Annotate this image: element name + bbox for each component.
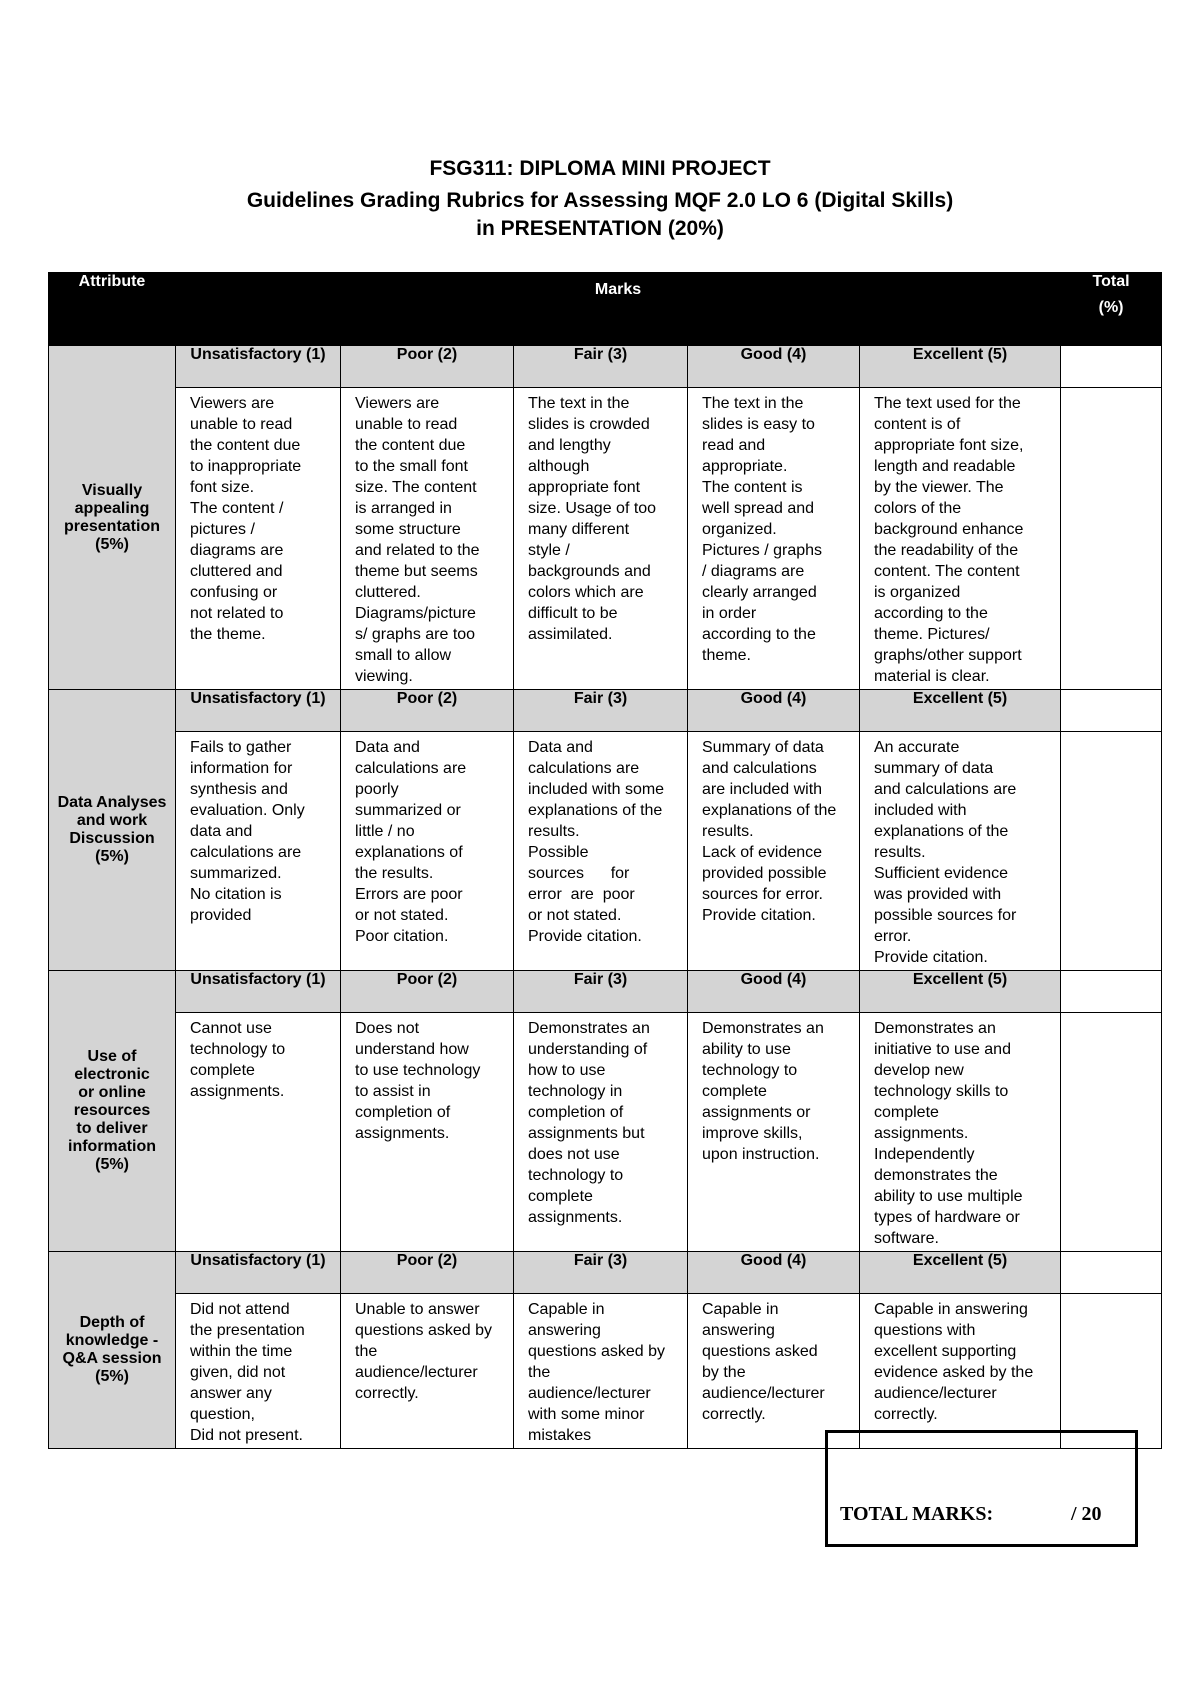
criteria-text-line: synthesis and: [190, 781, 288, 798]
criteria-description: [176, 1294, 341, 1449]
criteria-text-line: or not stated.: [355, 907, 449, 924]
criteria-description: [514, 1013, 688, 1252]
attribute-text-line: information: [68, 1138, 156, 1155]
level-label: Poor (2): [341, 971, 514, 1013]
criteria-text-line: read and: [702, 437, 766, 454]
criteria-text-line: the: [355, 1343, 378, 1360]
criteria-text-line: assimilated.: [528, 626, 613, 643]
criteria-text-line: No citation is: [190, 886, 282, 903]
criteria-text-line: content. The content: [874, 563, 1020, 580]
criteria-text-line: pictures /: [190, 521, 255, 538]
criteria-description: [514, 732, 688, 971]
attribute-text-line: Use of: [87, 1048, 137, 1065]
criteria-text-line: and calculations are: [874, 781, 1017, 798]
criteria-text-line: improve skills,: [702, 1125, 803, 1142]
criteria-text-line: although: [528, 458, 590, 475]
criteria-text-line: complete: [874, 1104, 939, 1121]
attribute-text-line: Visually: [81, 481, 143, 499]
criteria-text-line: technology skills to: [874, 1083, 1009, 1100]
criteria-text-line: provided: [190, 907, 252, 924]
criteria-text-line: evaluation. Only: [190, 802, 305, 819]
total-score-input-cell[interactable]: [1061, 1013, 1162, 1252]
criteria-text-line: size. The content: [355, 479, 477, 496]
criteria-text-line: Provide citation.: [702, 907, 816, 924]
criteria-description: [341, 732, 514, 971]
level-label: Poor (2): [341, 346, 514, 388]
criteria-description: [341, 388, 514, 690]
criteria-text-line: complete: [702, 1083, 767, 1100]
criteria-text-line: assignments.: [528, 1209, 623, 1226]
criteria-text-line: theme. Pictures/: [874, 626, 990, 643]
criteria-text-line: is arranged in: [355, 500, 452, 517]
criteria-text-line: answer any: [190, 1385, 272, 1402]
criteria-description: [514, 388, 688, 690]
level-label: Poor (2): [341, 690, 514, 732]
header-attribute: Attribute: [49, 273, 176, 346]
criteria-text-line: many different: [528, 521, 630, 538]
total-marks-label: TOTAL MARKS:: [840, 1503, 994, 1525]
criteria-text-line: length and readable: [874, 458, 1016, 475]
criteria-text-line: slides is easy to: [702, 416, 815, 433]
level-label: Excellent (5): [860, 346, 1061, 388]
criteria-text-line: The text in the: [528, 395, 630, 412]
criteria-text-line: does not use: [528, 1146, 620, 1163]
criteria-text-line: appropriate font size,: [874, 437, 1024, 454]
criteria-text-line: initiative to use and: [874, 1041, 1011, 1058]
criteria-text-line: not related to: [190, 605, 284, 622]
criteria-text-line: the: [528, 1364, 551, 1381]
criteria-text-line: font size.: [190, 479, 255, 496]
criteria-description: [860, 1013, 1061, 1252]
criteria-text-line: Diagrams/picture: [355, 605, 476, 622]
criteria-text-line: answering: [528, 1322, 601, 1339]
criteria-text-line: mistakes: [528, 1427, 592, 1444]
criteria-text-line: material is clear.: [874, 668, 990, 685]
criteria-text-line: some structure: [355, 521, 461, 538]
header-marks: Marks: [176, 273, 1061, 346]
criteria-text-line: the content due: [355, 437, 466, 454]
level-label: Good (4): [688, 346, 860, 388]
criteria-text-line: Lack of evidence: [702, 844, 823, 861]
criteria-text-line: Capable in: [528, 1301, 605, 1318]
criteria-text-line: by the viewer. The: [874, 479, 1004, 496]
criteria-text-line: to assist in: [355, 1083, 431, 1100]
criteria-text-line: question,: [190, 1406, 255, 1423]
criteria-text-line: to inappropriate: [190, 458, 302, 475]
criteria-text-line: An accurate: [874, 739, 960, 756]
criteria-text-line: calculations are: [355, 760, 467, 777]
criteria-description: [341, 1294, 514, 1449]
criteria-text-line: ability to use: [702, 1041, 791, 1058]
total-score-input-cell[interactable]: [1061, 732, 1162, 971]
attribute-text-line: to deliver: [76, 1120, 148, 1137]
header-total: [1061, 273, 1162, 346]
criteria-text-line: error are poor: [528, 886, 635, 903]
criteria-text-line: explanations of the: [874, 823, 1009, 840]
criteria-text-line: assignments.: [355, 1125, 450, 1142]
criteria-text-line: Data and: [528, 739, 593, 756]
criteria-text-line: to the small font: [355, 458, 468, 475]
criteria-text-line: Did not attend: [190, 1301, 290, 1318]
criteria-text-line: appropriate font: [528, 479, 641, 496]
criteria-description: [688, 1013, 860, 1252]
level-label: Good (4): [688, 971, 860, 1013]
criteria-text-line: in order: [702, 605, 757, 622]
criteria-text-line: information for: [190, 760, 293, 777]
criteria-text-line: summary of data: [874, 760, 994, 777]
criteria-text-line: evidence asked by the: [874, 1364, 1034, 1381]
criteria-text-line: upon instruction.: [702, 1146, 820, 1163]
level-label: Excellent (5): [860, 971, 1061, 1013]
criteria-text-line: Errors are poor: [355, 886, 463, 903]
total-score-cell[interactable]: [1061, 971, 1162, 1013]
criteria-text-line: calculations are: [528, 760, 640, 777]
criteria-text-line: The content /: [190, 500, 284, 517]
criteria-text-line: Viewers are: [190, 395, 275, 412]
criteria-text-line: content is of: [874, 416, 961, 433]
criteria-description: [860, 1294, 1061, 1449]
criteria-text-line: / diagrams are: [702, 563, 805, 580]
criteria-text-line: diagrams are: [190, 542, 284, 559]
criteria-text-line: assignments.: [190, 1083, 285, 1100]
attribute-text-line: Q&A session: [62, 1350, 162, 1367]
criteria-text-line: with some minor: [528, 1406, 645, 1423]
criteria-text-line: difficult to be: [528, 605, 618, 622]
criteria-text-line: summarized.: [190, 865, 282, 882]
criteria-text-line: little / no: [355, 823, 415, 840]
document-title: FSG311: DIPLOMA MINI PROJECT: [429, 157, 771, 180]
criteria-text-line: Possible: [528, 844, 589, 861]
description-row: [49, 1294, 1162, 1449]
attribute-text-line: (5%): [95, 1156, 129, 1173]
attribute-text-line: or online: [78, 1084, 146, 1101]
criteria-text-line: ability to use multiple: [874, 1188, 1023, 1205]
criteria-text-line: sources for: [528, 865, 630, 882]
criteria-text-line: how to use: [528, 1062, 606, 1079]
criteria-text-line: The text in the: [702, 395, 804, 412]
attribute-cell: [49, 346, 176, 690]
criteria-text-line: assignments or: [702, 1104, 811, 1121]
criteria-text-line: explanations of the: [702, 802, 837, 819]
criteria-text-line: viewing.: [355, 668, 413, 685]
criteria-text-line: The content is: [702, 479, 803, 496]
criteria-text-line: develop new: [874, 1062, 964, 1079]
criteria-text-line: answering: [702, 1322, 775, 1339]
criteria-text-line: error.: [874, 928, 912, 945]
criteria-text-line: are included with: [702, 781, 823, 798]
criteria-text-line: or not stated.: [528, 907, 622, 924]
criteria-text-line: technology to: [702, 1062, 798, 1079]
criteria-text-line: Summary of data: [702, 739, 824, 756]
criteria-text-line: Poor citation.: [355, 928, 449, 945]
criteria-text-line: complete: [528, 1188, 593, 1205]
criteria-text-line: s/ graphs are too: [355, 626, 476, 643]
criteria-text-line: questions asked by: [355, 1322, 492, 1339]
criteria-text-line: audience/lecturer: [528, 1385, 651, 1402]
criteria-text-line: included with: [874, 802, 967, 819]
criteria-text-line: according to the: [702, 626, 816, 643]
criteria-text-line: technology in: [528, 1083, 623, 1100]
description-row: [49, 732, 1162, 971]
criteria-text-line: colors which are: [528, 584, 644, 601]
level-header-row: [49, 690, 1162, 732]
attribute-text-line: and work: [76, 812, 148, 829]
level-label: Excellent (5): [860, 1252, 1061, 1294]
criteria-text-line: cluttered.: [355, 584, 421, 601]
criteria-description: [860, 388, 1061, 690]
criteria-text-line: Unable to answer: [355, 1301, 480, 1318]
criteria-text-line: Demonstrates an: [874, 1020, 996, 1037]
criteria-text-line: clearly arranged: [702, 584, 817, 601]
attribute-text-line: electronic: [74, 1066, 150, 1083]
criteria-text-line: slides is crowded: [528, 416, 650, 433]
level-label: Unsatisfactory (1): [176, 690, 341, 732]
criteria-text-line: Capable in: [702, 1301, 779, 1318]
attribute-text-line: (5%): [95, 1368, 129, 1385]
criteria-text-line: theme but seems: [355, 563, 478, 580]
total-marks-value: / 20: [1071, 1503, 1102, 1525]
attribute-text-line: presentation: [63, 517, 160, 535]
description-row: [49, 388, 1162, 690]
criteria-text-line: and lengthy: [528, 437, 611, 454]
criteria-text-line: by the: [702, 1364, 746, 1381]
criteria-text-line: Fails to gather: [190, 739, 292, 756]
level-label: Unsatisfactory (1): [176, 971, 341, 1013]
criteria-text-line: questions with: [874, 1322, 976, 1339]
criteria-description: [176, 1013, 341, 1252]
criteria-text-line: possible sources for: [874, 907, 1017, 924]
criteria-text-line: appropriate.: [702, 458, 788, 475]
criteria-text-line: correctly.: [355, 1385, 419, 1402]
criteria-text-line: cluttered and: [190, 563, 283, 580]
criteria-text-line: small to allow: [355, 647, 452, 664]
criteria-text-line: data and: [190, 823, 253, 840]
criteria-text-line: confusing or: [190, 584, 278, 601]
rubric-table: [48, 272, 1162, 1449]
criteria-text-line: backgrounds and: [528, 563, 651, 580]
criteria-text-line: audience/lecturer: [355, 1364, 478, 1381]
criteria-text-line: style /: [528, 542, 570, 559]
criteria-text-line: Sufficient evidence: [874, 865, 1009, 882]
attribute-text-line: resources: [73, 1102, 151, 1119]
criteria-text-line: The text used for the: [874, 395, 1021, 412]
criteria-text-line: assignments.: [874, 1125, 969, 1142]
level-header-row: [49, 346, 1162, 388]
total-score-cell[interactable]: [1061, 690, 1162, 732]
criteria-text-line: completion of: [355, 1104, 451, 1121]
criteria-text-line: and calculations: [702, 760, 817, 777]
criteria-text-line: colors of the: [874, 500, 962, 517]
criteria-text-line: excellent supporting: [874, 1343, 1017, 1360]
level-label: Excellent (5): [860, 690, 1061, 732]
criteria-description: [514, 1294, 688, 1449]
document-subtitle: Guidelines Grading Rubrics for Assessing MQF 2.0 LO 6 (Digital Skills): [246, 189, 954, 212]
attribute-text-line: (5%): [95, 535, 129, 553]
criteria-text-line: Cannot use: [190, 1020, 272, 1037]
attribute-text-line: (5%): [95, 848, 129, 865]
attribute-text-line: appealing: [74, 499, 150, 517]
criteria-text-line: organized.: [702, 521, 777, 538]
level-header-row: [49, 971, 1162, 1013]
criteria-text-line: Pictures / graphs: [702, 542, 823, 559]
criteria-text-line: Data and: [355, 739, 420, 756]
criteria-text-line: included with some: [528, 781, 665, 798]
criteria-description: [688, 732, 860, 971]
criteria-text-line: unable to read: [190, 416, 293, 433]
criteria-text-line: and related to the: [355, 542, 480, 559]
description-row: [49, 1013, 1162, 1252]
level-label: Fair (3): [514, 1252, 688, 1294]
criteria-text-line: Independently: [874, 1146, 975, 1163]
attribute-cell: [49, 971, 176, 1252]
criteria-text-line: size. Usage of too: [528, 500, 657, 517]
criteria-text-line: Provide citation.: [874, 949, 988, 966]
criteria-text-line: technology to: [190, 1041, 286, 1058]
criteria-text-line: assignments but: [528, 1125, 645, 1142]
criteria-text-line: sources for error.: [702, 886, 823, 903]
total-score-input-cell[interactable]: [1061, 1294, 1162, 1449]
criteria-text-line: explanations of the: [528, 802, 663, 819]
criteria-text-line: Capable in answering: [874, 1301, 1028, 1318]
criteria-description: [176, 732, 341, 971]
attribute-text-line: Discussion: [69, 830, 155, 847]
criteria-text-line: complete: [190, 1062, 255, 1079]
criteria-text-line: graphs/other support: [874, 647, 1022, 664]
criteria-text-line: questions asked by: [528, 1343, 665, 1360]
criteria-text-line: the presentation: [190, 1322, 305, 1339]
criteria-text-line: correctly.: [702, 1406, 766, 1423]
criteria-text-line: to use technology: [355, 1062, 481, 1079]
criteria-text-line: understand how: [355, 1041, 469, 1058]
document-subtitle-percentage: in PRESENTATION (20%): [476, 217, 724, 240]
criteria-text-line: Viewers are: [355, 395, 440, 412]
criteria-text-line: the readability of the: [874, 542, 1019, 559]
criteria-text-line: within the time: [190, 1343, 293, 1360]
criteria-text-line: software.: [874, 1230, 939, 1247]
criteria-text-line: types of hardware or: [874, 1209, 1020, 1226]
criteria-text-line: Does not: [355, 1020, 420, 1037]
total-score-input-cell[interactable]: [1061, 388, 1162, 690]
criteria-text-line: audience/lecturer: [874, 1385, 997, 1402]
criteria-description: [688, 388, 860, 690]
criteria-text-line: is organized: [874, 584, 961, 601]
criteria-text-line: was provided with: [874, 886, 1002, 903]
criteria-text-line: unable to read: [355, 416, 458, 433]
total-marks-box: [825, 1430, 1138, 1547]
criteria-text-line: questions asked: [702, 1343, 818, 1360]
criteria-text-line: summarized or: [355, 802, 461, 819]
criteria-description: [860, 732, 1061, 971]
criteria-text-line: understanding of: [528, 1041, 648, 1058]
criteria-text-line: the theme.: [190, 626, 266, 643]
total-score-cell[interactable]: [1061, 346, 1162, 388]
criteria-text-line: background enhance: [874, 521, 1024, 538]
criteria-text-line: the content due: [190, 437, 301, 454]
attribute-cell: [49, 1252, 176, 1449]
header-total-unit: (%): [1098, 299, 1124, 316]
attribute-text-line: Data Analyses: [57, 794, 167, 811]
level-label: Fair (3): [514, 690, 688, 732]
criteria-text-line: Did not present.: [190, 1427, 303, 1444]
level-label: Fair (3): [514, 346, 688, 388]
attribute-text-line: knowledge -: [65, 1332, 159, 1349]
criteria-text-line: audience/lecturer: [702, 1385, 825, 1402]
level-header-row: [49, 1252, 1162, 1294]
criteria-text-line: well spread and: [702, 500, 815, 517]
level-label: Fair (3): [514, 971, 688, 1013]
criteria-description: [341, 1013, 514, 1252]
criteria-description: [176, 388, 341, 690]
level-label: Poor (2): [341, 1252, 514, 1294]
criteria-text-line: completion of: [528, 1104, 624, 1121]
attribute-text-line: Depth of: [79, 1314, 145, 1331]
criteria-text-line: demonstrates the: [874, 1167, 998, 1184]
criteria-text-line: results.: [874, 844, 926, 861]
level-label: Unsatisfactory (1): [176, 346, 341, 388]
level-label: Good (4): [688, 1252, 860, 1294]
criteria-text-line: Provide citation.: [528, 928, 642, 945]
criteria-description: [688, 1294, 860, 1449]
header-total-label: Total: [1092, 273, 1130, 290]
level-label: Unsatisfactory (1): [176, 1252, 341, 1294]
criteria-text-line: the results.: [355, 865, 434, 882]
criteria-text-line: results.: [702, 823, 754, 840]
criteria-text-line: theme.: [702, 647, 751, 664]
total-score-cell[interactable]: [1061, 1252, 1162, 1294]
criteria-text-line: technology to: [528, 1167, 624, 1184]
criteria-text-line: Demonstrates an: [528, 1020, 650, 1037]
criteria-text-line: correctly.: [874, 1406, 938, 1423]
criteria-text-line: provided possible: [702, 865, 827, 882]
level-label: Good (4): [688, 690, 860, 732]
table-header-row: [49, 273, 1162, 346]
criteria-text-line: according to the: [874, 605, 988, 622]
attribute-cell: [49, 690, 176, 971]
criteria-text-line: given, did not: [190, 1364, 286, 1381]
criteria-text-line: explanations of: [355, 844, 463, 861]
criteria-text-line: Demonstrates an: [702, 1020, 824, 1037]
criteria-text-line: poorly: [355, 781, 399, 798]
criteria-text-line: results.: [528, 823, 580, 840]
criteria-text-line: calculations are: [190, 844, 302, 861]
